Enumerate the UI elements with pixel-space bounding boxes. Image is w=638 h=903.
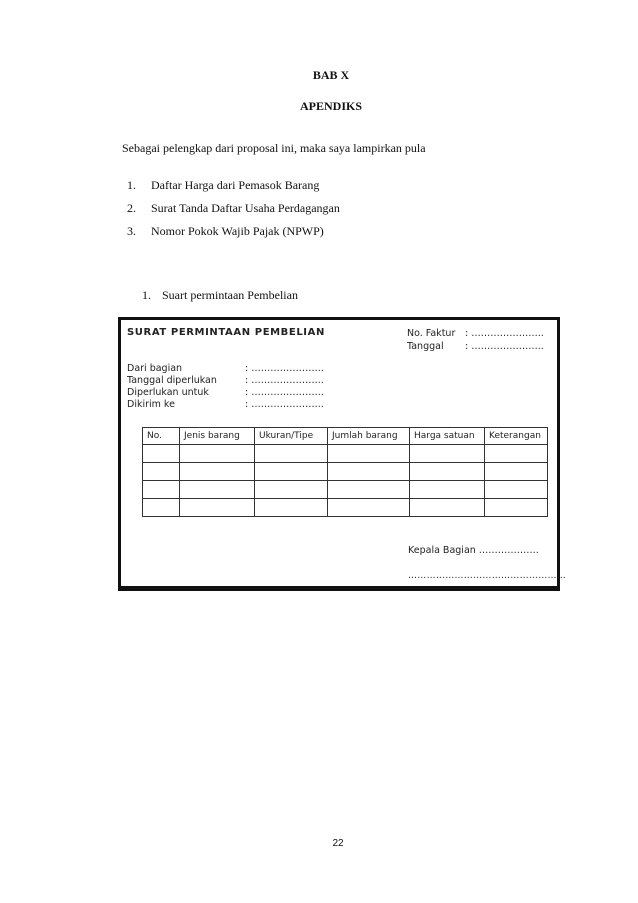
table-cell [410,463,485,481]
table-cell [328,463,410,481]
form-meta [407,327,544,353]
field-label: Diperlukan untuk [127,387,209,398]
meta-value: : ………………….. [465,328,544,339]
intro-paragraph: Sebagai pelengkap dari proposal ini, maka saya lampirkan pula [122,141,426,155]
table-row [143,499,548,517]
signature-label: Kepala Bagian ………………. [408,545,539,556]
list-text: Surat Tanda Daftar Usaha Perdagangan [151,201,340,215]
list-item [127,177,340,200]
field-value: : ………………….. [245,399,324,410]
table-cell [328,481,410,499]
field-label: Dari bagian [127,363,183,374]
list-number: 1. [127,178,136,192]
page-number: 22 [332,838,344,849]
field-value: : ………………….. [245,363,324,374]
subsection-heading [142,288,298,303]
column-header: Keterangan [485,428,548,445]
meta-label: No. Faktur [407,328,456,339]
table-cell [485,499,548,517]
table-cell [180,481,255,499]
signature-line: …………………………………………… [408,571,567,581]
table-cell [485,463,548,481]
date-row [407,340,544,353]
table-cell [143,463,180,481]
form-title: SURAT PERMINTAAN PEMBELIAN [127,327,325,338]
column-header: Jenis barang [180,428,255,445]
table-cell [485,481,548,499]
subsection-text: Suart permintaan Pembelian [162,288,298,302]
purchase-request-form-image [118,317,567,591]
table-cell [180,499,255,517]
table-cell [143,445,180,463]
table-cell [410,445,485,463]
field-label: Dikirim ke [127,399,175,410]
field-row [127,399,324,411]
table-cell [255,481,328,499]
items-table [142,427,548,517]
table-cell [328,499,410,517]
table-cell [143,499,180,517]
table-cell [410,481,485,499]
column-header: Harga satuan [410,428,485,445]
attachment-list [127,177,340,246]
list-number: 2. [127,201,136,215]
table-cell [255,499,328,517]
list-item [127,200,340,223]
field-row [127,375,324,387]
table-cell [410,499,485,517]
field-row [127,363,324,375]
list-item [127,223,340,246]
column-header: Ukuran/Tipe [255,428,328,445]
subsection-number: 1. [142,288,151,302]
form-fields [127,363,324,411]
column-header: Jumlah barang [328,428,410,445]
table-cell [180,445,255,463]
invoice-number-row [407,327,544,340]
table-cell [255,463,328,481]
table-row [143,463,548,481]
chapter-heading: BAB X [312,68,350,82]
table-cell [485,445,548,463]
column-header: No. [143,428,180,445]
meta-label: Tanggal [407,341,444,352]
table-cell [255,445,328,463]
field-value: : ………………….. [245,387,324,398]
table-cell [143,481,180,499]
chapter-title: APENDIKS [299,99,362,113]
table-cell [328,445,410,463]
field-label: Tanggal diperlukan [127,375,217,386]
list-number: 3. [127,224,136,238]
table-header-row [143,428,548,445]
list-text: Nomor Pokok Wajib Pajak (NPWP) [151,224,324,238]
table-cell [180,463,255,481]
field-row [127,387,324,399]
table-row [143,445,548,463]
meta-value: : ………………….. [465,341,544,352]
field-value: : ………………….. [245,375,324,386]
list-text: Daftar Harga dari Pemasok Barang [151,178,320,192]
table-row [143,481,548,499]
